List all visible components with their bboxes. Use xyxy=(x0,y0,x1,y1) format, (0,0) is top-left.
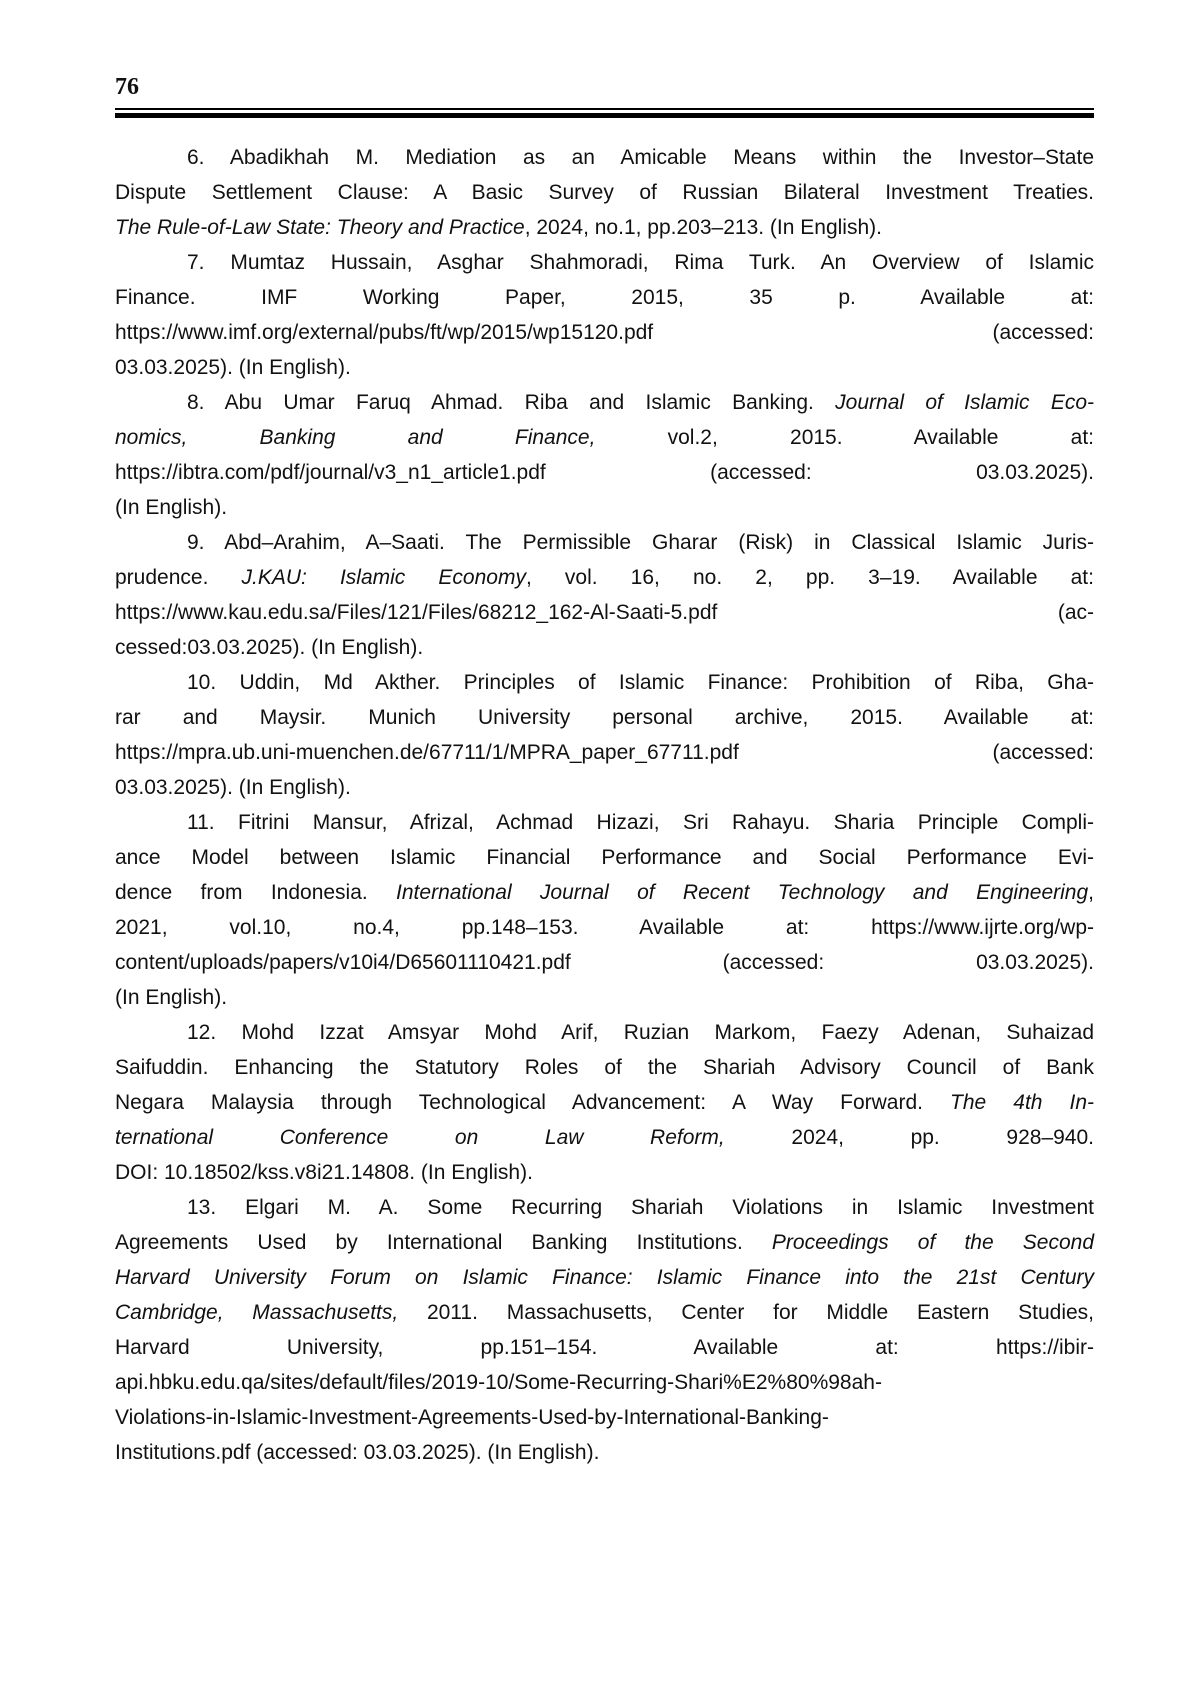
reference-text: ance Model between Islamic Financial Performance and Social Performance Evi- xyxy=(115,846,1094,869)
reference-title-italic: J.KAU: Islamic Economy xyxy=(241,566,526,589)
reference-text: prudence. xyxy=(115,566,242,589)
reference-text: https://www.kau.edu.sa/Files/121/Files/68212_162-Al-Saati-5.pdf (ac- xyxy=(115,601,1094,624)
reference-text: content/uploads/papers/v10i4/D65601110421.pdf (accessed: 03.03.2025). xyxy=(115,951,1094,974)
reference-title-italic: ternational Conference on Law Reform, xyxy=(115,1126,725,1149)
reference-text: api.hbku.edu.qa/sites/default/files/2019-10/Some-Recurring-Shari%E2%80%98ah- xyxy=(115,1371,882,1394)
reference-title-italic: nomics, Banking and Finance, xyxy=(115,426,596,449)
reference-line xyxy=(115,665,1094,700)
reference-text: Saifuddin. Enhancing the Statutory Roles of the Shariah Advisory Council of Bank xyxy=(115,1056,1094,1079)
reference-list xyxy=(115,140,1094,1470)
reference-entry xyxy=(115,140,1094,245)
reference-line xyxy=(115,525,1094,560)
reference-title-italic: Journal of Islamic Eco- xyxy=(835,391,1094,414)
reference-entry xyxy=(115,665,1094,805)
reference-text: 2024, pp. 928–940. xyxy=(724,1126,1094,1149)
reference-text: , xyxy=(1088,881,1094,904)
reference-line xyxy=(115,455,1094,490)
reference-line xyxy=(115,350,1094,385)
reference-text: Harvard University, pp.151–154. Available at: https://ibir- xyxy=(115,1336,1094,1359)
reference-text: DOI: 10.18502/kss.v8i21.14808. (In English). xyxy=(115,1161,533,1184)
reference-line xyxy=(115,1190,1094,1225)
reference-line xyxy=(115,385,1094,420)
reference-text: 12. Mohd Izzat Amsyar Mohd Arif, Ruzian Markom, Faezy Adenan, Suhaizad xyxy=(187,1021,1094,1044)
reference-title-italic: Cambridge, Massachusetts, xyxy=(115,1301,399,1324)
reference-text: 6. Abadikhah M. Mediation as an Amicable Means within the Investor–State xyxy=(187,146,1094,169)
reference-line xyxy=(115,735,1094,770)
reference-title-italic: The 4th In- xyxy=(950,1091,1095,1114)
reference-line xyxy=(115,595,1094,630)
reference-line xyxy=(115,840,1094,875)
reference-text: Finance. IMF Working Paper, 2015, 35 p. Available at: xyxy=(115,286,1094,309)
reference-line xyxy=(115,805,1094,840)
reference-line xyxy=(115,245,1094,280)
reference-title-italic: The Rule-of-Law State: Theory and Practice xyxy=(115,216,525,239)
reference-text: https://ibtra.com/pdf/journal/v3_n1_article1.pdf (accessed: 03.03.2025). xyxy=(115,461,1094,484)
reference-entry xyxy=(115,525,1094,665)
reference-line xyxy=(115,1435,1094,1470)
reference-text: https://www.imf.org/external/pubs/ft/wp/2015/wp15120.pdf (accessed: xyxy=(115,321,1094,344)
reference-text: (In English). xyxy=(115,496,228,519)
reference-line xyxy=(115,140,1094,175)
reference-text: (In English). xyxy=(115,986,228,1009)
reference-text: 7. Mumtaz Hussain, Asghar Shahmoradi, Rima Turk. An Overview of Islamic xyxy=(187,251,1094,274)
reference-line xyxy=(115,1225,1094,1260)
reference-title-italic: Harvard University Forum on Islamic Finance: Islamic Finance into the 21st Century xyxy=(115,1266,1094,1289)
reference-line xyxy=(115,1260,1094,1295)
reference-text: 11. Fitrini Mansur, Afrizal, Achmad Hizazi, Sri Rahayu. Sharia Principle Compli- xyxy=(187,811,1094,834)
reference-text: Dispute Settlement Clause: A Basic Survey of Russian Bilateral Investment Treaties. xyxy=(115,181,1094,204)
reference-line xyxy=(115,910,1094,945)
reference-text: cessed:03.03.2025). (In English). xyxy=(115,636,424,659)
reference-entry xyxy=(115,1015,1094,1190)
reference-line xyxy=(115,875,1094,910)
reference-line xyxy=(115,1050,1094,1085)
reference-text: https://mpra.ub.uni-muenchen.de/67711/1/MPRA_paper_67711.pdf (accessed: xyxy=(115,741,1094,764)
reference-line xyxy=(115,945,1094,980)
reference-line xyxy=(115,980,1094,1015)
reference-line xyxy=(115,1365,1094,1400)
reference-line xyxy=(115,210,1094,245)
reference-line xyxy=(115,1295,1094,1330)
reference-line xyxy=(115,420,1094,455)
reference-text: rar and Maysir. Munich University personal archive, 2015. Available at: xyxy=(115,706,1094,729)
reference-line xyxy=(115,1330,1094,1365)
reference-text: Institutions.pdf (accessed: 03.03.2025). (In English). xyxy=(115,1441,600,1464)
reference-text: , 2024, no.1, pp.203–213. (In English). xyxy=(524,216,882,239)
reference-entry xyxy=(115,1190,1094,1470)
reference-text: 03.03.2025). (In English). xyxy=(115,356,351,379)
header-rule-thick xyxy=(115,113,1094,118)
reference-text: Agreements Used by International Banking Institutions. xyxy=(115,1231,772,1254)
reference-line xyxy=(115,490,1094,525)
reference-line xyxy=(115,700,1094,735)
reference-text: 13. Elgari M. A. Some Recurring Shariah Violations in Islamic Investment xyxy=(187,1196,1094,1219)
reference-line xyxy=(115,315,1094,350)
page-number: 76 xyxy=(115,74,139,100)
reference-text: 2021, vol.10, no.4, pp.148–153. Available at: https://www.ijrte.org/wp- xyxy=(115,916,1094,939)
reference-line xyxy=(115,770,1094,805)
reference-text: vol.2, 2015. Available at: xyxy=(595,426,1094,449)
header-rule-thin xyxy=(115,108,1094,110)
reference-line xyxy=(115,175,1094,210)
reference-line xyxy=(115,1015,1094,1050)
reference-text: 8. Abu Umar Faruq Ahmad. Riba and Islamic Banking. xyxy=(187,391,836,414)
reference-text: Negara Malaysia through Technological Advancement: A Way Forward. xyxy=(115,1091,951,1114)
reference-line xyxy=(115,1120,1094,1155)
reference-line xyxy=(115,630,1094,665)
reference-line xyxy=(115,560,1094,595)
reference-line xyxy=(115,1155,1094,1190)
reference-entry xyxy=(115,385,1094,525)
reference-line xyxy=(115,1400,1094,1435)
reference-text: dence from Indonesia. xyxy=(115,881,397,904)
reference-text: 03.03.2025). (In English). xyxy=(115,776,351,799)
reference-entry xyxy=(115,805,1094,1015)
reference-text: Violations-in-Islamic-Investment-Agreements-Used-by-International-Banking- xyxy=(115,1406,829,1429)
reference-text: , vol. 16, no. 2, pp. 3–19. Available at: xyxy=(525,566,1094,589)
reference-line xyxy=(115,1085,1094,1120)
reference-title-italic: Proceedings of the Second xyxy=(771,1231,1094,1254)
reference-line xyxy=(115,280,1094,315)
reference-text: 10. Uddin, Md Akther. Principles of Islamic Finance: Prohibition of Riba, Gha- xyxy=(187,671,1094,694)
reference-title-italic: International Journal of Recent Technology and Engineering xyxy=(396,881,1089,904)
reference-text: 2011. Massachusetts, Center for Middle Eastern Studies, xyxy=(398,1301,1094,1324)
reference-entry xyxy=(115,245,1094,385)
reference-text: 9. Abd–Arahim, A–Saati. The Permissible Gharar (Risk) in Classical Islamic Juris- xyxy=(187,531,1094,554)
